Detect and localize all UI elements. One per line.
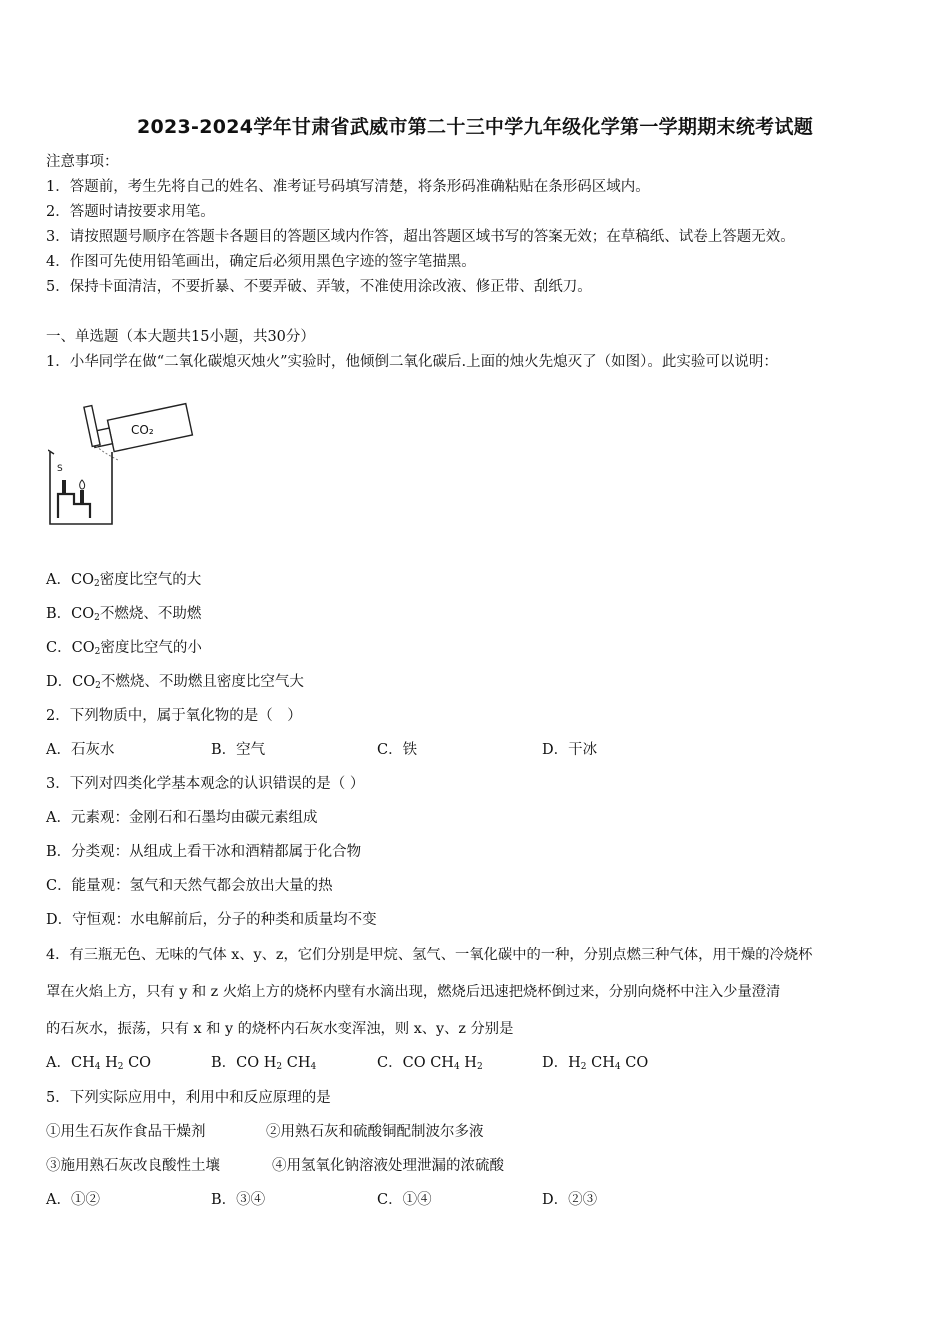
question-3-option-c: C．能量观：氢气和天然气都会放出大量的热 bbox=[46, 878, 333, 894]
question-5-stem: 5．下列实际应用中，利用中和反应原理的是 bbox=[46, 1090, 331, 1106]
question-5-option-a: A．①② bbox=[46, 1192, 100, 1208]
question-2-option-a: A．石灰水 bbox=[46, 742, 115, 758]
notice-item-5: 5．保持卡面清洁，不要折暴、不要弄破、弄皱，不准使用涂改液、修正带、刮纸刀。 bbox=[46, 279, 592, 295]
question-4-stem-line-1: 4．有三瓶无色、无味的气体 x、y、z，它们分别是甲烷、氢气、一氧化碳中的一种，分别点燃三种气体，用干燥的冷烧杯 bbox=[46, 947, 813, 963]
question-4-stem-line-3: 的石灰水，振荡，只有 x 和 y 的烧杯内石灰水变浑浊，则 x、y、z 分别是 bbox=[46, 1021, 514, 1037]
question-4-option-a: A．$CH_4$ $H_2$ CO bbox=[46, 1055, 152, 1072]
glass-plate bbox=[84, 406, 100, 447]
question-1-option-b: B．$CO_2$不燃烧、不助燃 bbox=[46, 606, 202, 623]
notice-item-4: 4．作图可先使用铅笔画出，确定后必须用黑色字迹的签字笔描黑。 bbox=[46, 254, 476, 270]
question-4-option-d: D．$H_2$ $CH_4$ CO bbox=[542, 1055, 649, 1072]
notice-heading: 注意事项： bbox=[46, 154, 119, 170]
question-1-option-a: A．$CO_2$密度比空气的大 bbox=[46, 572, 202, 589]
question-4-stem-line-2: 罩在火焰上方，只有 y 和 z 火焰上方的烧杯内壁有水滴出现，燃烧后迅速把烧杯倒过来，分别向烧杯中注入少量澄清 bbox=[46, 984, 781, 1000]
question-5-option-c: C．①④ bbox=[377, 1192, 432, 1208]
notice-item-2: 2．答题时请按要求用笔。 bbox=[46, 204, 215, 220]
notice-item-1: 1．答题前，考生先将自己的姓名、准考证号码填写清楚，将条形码准确粘贴在条形码区域内。 bbox=[46, 179, 650, 195]
notice-item-3: 3．请按照题号顺序在答题卡各题目的答题区域内作答，超出答题区域书写的答案无效；在草稿纸、试卷上答题无效。 bbox=[46, 229, 795, 245]
question-5-item-4: ④用氢氧化钠溶液处理泄漏的浓硫酸 bbox=[272, 1158, 504, 1174]
question-5-option-b: B．③④ bbox=[211, 1192, 266, 1208]
question-5-item-1: ①用生石灰作食品干燥剂 bbox=[46, 1124, 206, 1140]
page-title: 2023-2024学年甘肃省武威市第二十三中学九年级化学第一学期期末统考试题 bbox=[136, 116, 814, 138]
question-3-option-a: A．元素观：金刚石和石墨均由碳元素组成 bbox=[46, 810, 318, 826]
question-2-stem: 2．下列物质中，属于氧化物的是（ ） bbox=[46, 708, 302, 724]
question-2-option-c: C．铁 bbox=[377, 742, 418, 758]
question-5-item-3: ③施用熟石灰改良酸性土壤 bbox=[46, 1158, 220, 1174]
section-heading: 一、单选题（本大题共15小题，共30分） bbox=[46, 329, 315, 345]
question-5-option-d: D．②③ bbox=[542, 1192, 598, 1208]
question-3-option-b: B．分类观：从组成上看干冰和酒精都属于化合物 bbox=[46, 844, 362, 860]
question-4-option-b: B．CO $H_2$ $CH_4$ bbox=[211, 1055, 317, 1072]
candle-flame bbox=[80, 480, 85, 489]
question-1-option-c: C．$CO_2$密度比空气的小 bbox=[46, 640, 202, 657]
question-2-option-b: B．空气 bbox=[211, 742, 266, 758]
question-1-option-d: D．$CO_2$不燃烧、不助燃且密度比空气大 bbox=[46, 674, 304, 691]
step-label: S bbox=[57, 464, 63, 474]
question-5-item-2: ②用熟石灰和硫酸铜配制波尔多液 bbox=[266, 1124, 484, 1140]
question-1-stem: 1．小华同学在做“二氧化碳熄灭烛火”实验时，他倾倒二氧化碳后.上面的烛火先熄灭了（如图）。此实验可以说明： bbox=[46, 354, 778, 370]
beaker-candle-diagram bbox=[48, 398, 198, 530]
lower-candle bbox=[80, 490, 84, 504]
question-3-option-d: D．守恒观：水电解前后，分子的种类和质量均不变 bbox=[46, 912, 377, 928]
step-stand bbox=[58, 494, 90, 518]
question-3-stem: 3．下列对四类化学基本观念的认识错误的是（ ） bbox=[46, 776, 365, 792]
co2-experiment-figure bbox=[48, 398, 198, 530]
upper-candle bbox=[62, 480, 66, 494]
question-2-option-d: D．干冰 bbox=[542, 742, 598, 758]
co2-label: CO₂ bbox=[131, 423, 154, 437]
question-4-option-c: C．CO $CH_4$ $H_2$ bbox=[377, 1055, 483, 1072]
